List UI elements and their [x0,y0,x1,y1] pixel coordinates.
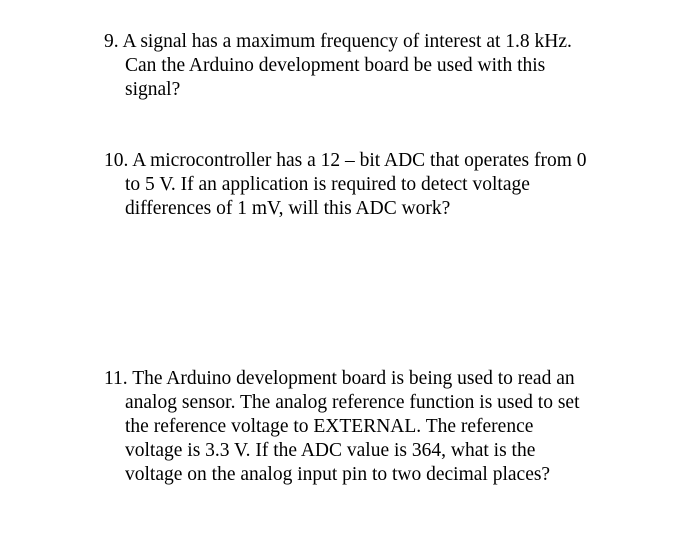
question-first-line [104,30,572,54]
question-number: 9. [104,31,119,52]
question-text-line: signal? [125,79,181,100]
question-text-line: voltage is 3.3 V. If the ADC value is 364, what is the [125,440,536,461]
question-text-line: the reference voltage to EXTERNAL. The reference [125,416,534,437]
question-number: 10. [104,150,129,171]
question-number: 11. [104,368,128,389]
question-text-line: voltage on the analog input pin to two decimal places? [125,464,551,485]
question-9 [104,30,572,102]
question-first-line [104,149,587,173]
question-text-line: differences of 1 mV, will this ADC work? [125,198,451,219]
question-text-line: Can the Arduino development board be used with this [125,55,546,76]
question-text-line: A microcontroller has a 12 – bit ADC that operates from 0 [132,150,587,171]
question-text-line: A signal has a maximum frequency of interest at 1.8 kHz. [122,31,572,52]
question-text-line: The Arduino development board is being used to read an [132,368,575,389]
question-11 [104,367,580,487]
question-text-line: analog sensor. The analog reference function is used to set [125,392,580,413]
question-10 [104,149,587,221]
question-text-line: to 5 V. If an application is required to detect voltage [125,174,530,195]
question-first-line [104,367,580,391]
